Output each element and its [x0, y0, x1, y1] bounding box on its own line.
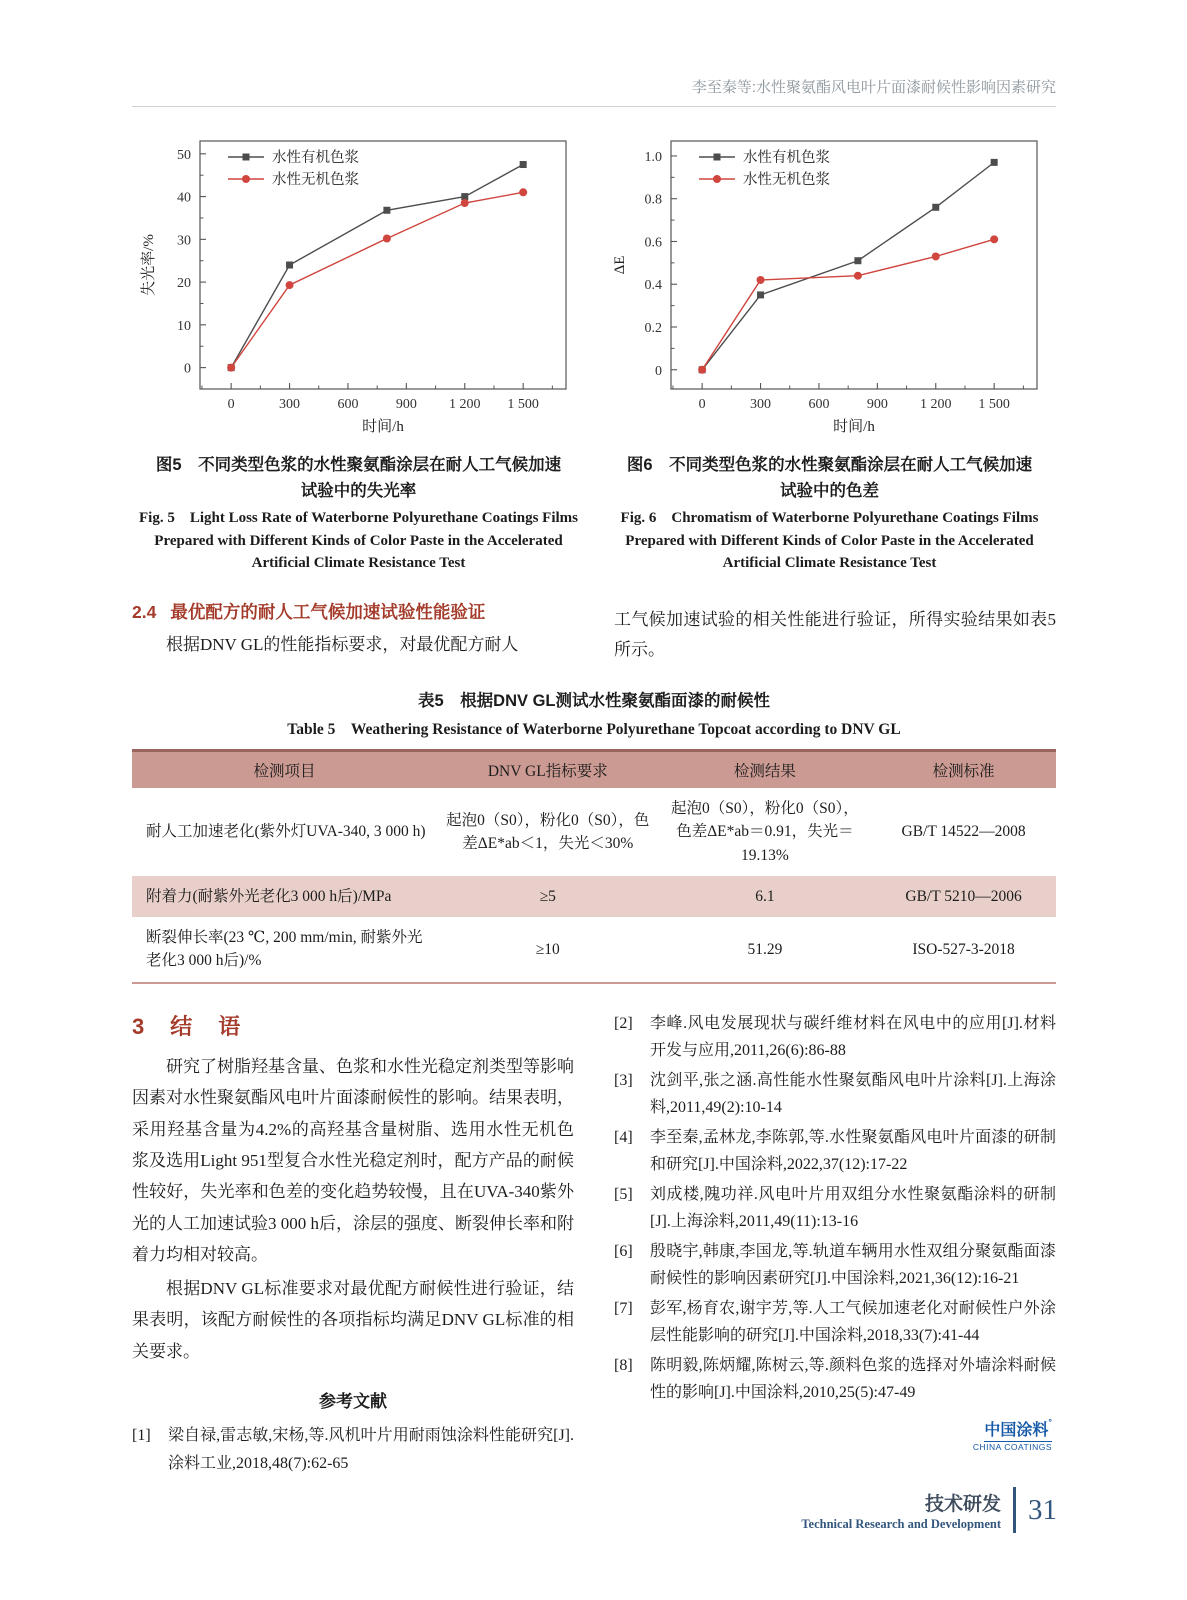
reference-item [132, 1422, 574, 1477]
svg-text:0: 0 [227, 397, 235, 412]
table-5-block [132, 687, 1056, 984]
col-header: 检测项目 [253, 763, 316, 781]
figure-6 [603, 129, 1056, 575]
table-5-title-zh: 表5 根据DNV GL测试水性聚氨酯面漆的耐候性 [417, 692, 770, 711]
svg-text:失光率/%: 失光率/% [140, 234, 157, 296]
page-number: 31 [1028, 1493, 1057, 1526]
cell-result: 6.1 [755, 887, 775, 905]
cell-requirement: ≥10 [535, 940, 560, 958]
svg-text:30: 30 [176, 233, 191, 249]
reference-number: [2] [614, 1014, 633, 1032]
fig6-caption-zh: 图6 不同类型色浆的水性聚氨酯涂层在耐人工气候加速 试验中的色差 [626, 456, 1033, 500]
cell-result: 起泡0（S0），粉化0（S0），色差ΔE*ab＝0.91，失光＝19.13% [671, 800, 859, 864]
cell-test-item: 耐人工加速老化(紫外灯UVA-340, 3 000 h) [146, 823, 426, 841]
conclusion-paragraph-1: 研究了树脂羟基含量、色浆和水性光稳定剂类型等影响因素对水性聚氨酯风电叶片面漆耐候性的影响。结果表明，采用羟基含量为4.2%的高羟基含量树脂、选用水性无机色浆及选用Light 951型复合水性光稳定剂时，配方产品的耐候性较好，失光率和色差的变化趋势较慢，且在UVA-340紫外光的人工加速试验3 000 h后，涂层的强度、断裂伸长率和附着力均相对较高。 [132, 1056, 574, 1265]
cell-test-item: 断裂伸长率(23 ℃, 200 mm/min, 耐紫外光老化3 000 h后)/% [146, 929, 423, 970]
reference-number: [4] [614, 1128, 633, 1146]
cell-requirement: ≥5 [539, 887, 556, 905]
reference-text: 梁自禄,雷志敏,宋杨,等.风机叶片用耐雨蚀涂料性能研究[J].涂料工业,2018,48(7):62-65 [168, 1427, 574, 1472]
reference-text: 彭军,杨育农,谢宇芳,等.人工气候加速老化对耐候性户外涂层性能影响的研究[J].中国涂料,2018,33(7):41-44 [650, 1299, 1056, 1345]
reference-text: 沈剑平,张之涵.高性能水性聚氨酯风电叶片涂料[J].上海涂料,2011,49(2):10-14 [650, 1071, 1056, 1117]
table-row [132, 876, 1056, 917]
svg-text:时间/h: 时间/h [832, 419, 875, 435]
cell-result: 51.29 [747, 940, 783, 958]
fig6-line-chart [607, 129, 1053, 447]
svg-text:ΔE: ΔE [611, 255, 628, 275]
reference-item [614, 1124, 1056, 1179]
fig6-caption-en: Fig. 6 Chromatism of Waterborne Polyurethane Coatings Films Prepared with Different Kinds of Color Paste in the Accelerated Artificial Climate Resistance Test [620, 510, 1039, 572]
cell-requirement: 起泡0（S0），粉化0（S0），色差ΔE*ab＜1，失光＜30% [446, 811, 650, 852]
reference-number: [3] [614, 1071, 633, 1089]
svg-text:0: 0 [698, 397, 706, 412]
reference-text: 陈明毅,陈炳耀,陈树云,等.颜料色浆的选择对外墙涂料耐候性的影响[J].中国涂料,2010,25(5):47-49 [650, 1356, 1056, 1402]
svg-text:10: 10 [176, 318, 191, 334]
svg-text:0: 0 [183, 361, 191, 377]
cell-standard: GB/T 5210—2006 [905, 887, 1022, 905]
svg-text:1.0: 1.0 [644, 149, 662, 165]
fig5-line-chart [136, 129, 582, 447]
svg-text:时间/h: 时间/h [361, 419, 404, 435]
reference-text: 李峰.风电发展现状与碳纤维材料在风电中的应用[J].材料开发与应用,2011,26(6):86-88 [650, 1014, 1056, 1060]
footer-divider-bar [1013, 1487, 1016, 1533]
footer-section-en: Technical Research and Development [801, 1516, 1001, 1531]
conclusion-and-references [132, 1010, 1056, 1479]
running-header: 李至秦等:水性聚氨酯风电叶片面漆耐候性影响因素研究 [132, 76, 1056, 107]
section-2-4 [132, 599, 1056, 666]
col-header: DNV GL指标要求 [487, 763, 608, 781]
col-header: 检测标准 [932, 763, 995, 781]
section-number: 2.4 [132, 601, 157, 622]
svg-text:0.8: 0.8 [644, 192, 662, 208]
reference-number: [6] [614, 1242, 633, 1260]
figures-row [132, 129, 1056, 575]
reference-list-left [132, 1422, 574, 1477]
svg-text:900: 900 [395, 397, 417, 412]
svg-text:1 200: 1 200 [448, 397, 481, 412]
svg-text:0.2: 0.2 [644, 321, 662, 336]
section-title: 最优配方的耐人工气候加速试验性能验证 [170, 601, 486, 622]
svg-text:1 500: 1 500 [977, 397, 1010, 412]
china-coatings-logo [614, 1417, 1056, 1452]
logo-text-zh: 中国涂料° [984, 1417, 1052, 1442]
svg-text:20: 20 [176, 276, 191, 292]
table-5 [132, 749, 1056, 984]
footer-section-zh: 技术研发 [924, 1493, 1001, 1515]
figure-5 [132, 129, 585, 575]
svg-text:300: 300 [278, 397, 300, 412]
svg-text:0: 0 [654, 363, 662, 379]
table-row [132, 917, 1056, 983]
fig5-caption-zh: 图5 不同类型色浆的水性聚氨酯涂层在耐人工气候加速 试验中的失光率 [155, 456, 562, 500]
page-footer [801, 1487, 1057, 1533]
section-2-4-heading [132, 599, 574, 624]
svg-text:0.6: 0.6 [644, 235, 662, 251]
col-header: 检测结果 [733, 763, 796, 781]
svg-text:水性有机色浆: 水性有机色浆 [271, 150, 359, 166]
cell-standard: GB/T 14522—2008 [901, 823, 1026, 841]
section-2-4-text-left: 根据DNV GL的性能指标要求，对最优配方耐人 [166, 634, 519, 654]
svg-text:300: 300 [749, 397, 771, 412]
reference-item [614, 1181, 1056, 1236]
reference-item [614, 1238, 1056, 1293]
reference-text: 李至秦,孟林龙,李陈郭,等.水性聚氨酯风电叶片面漆的研制和研究[J].中国涂料,2022,37(12):17-22 [650, 1128, 1056, 1174]
svg-text:1 500: 1 500 [506, 397, 539, 412]
reference-item [614, 1067, 1056, 1122]
section-3-heading: 3 结 语 [132, 1013, 243, 1039]
reference-item [614, 1010, 1056, 1065]
svg-text:40: 40 [176, 190, 191, 206]
svg-text:600: 600 [336, 397, 358, 412]
logo-text-en: CHINA COATINGS [972, 1441, 1052, 1452]
table-header-row [132, 751, 1056, 789]
reference-list-right [614, 1010, 1056, 1407]
references-heading: 参考文献 [319, 1392, 387, 1411]
cell-test-item: 附着力(耐紫外光老化3 000 h后)/MPa [146, 887, 392, 905]
table-5-title-en: Table 5 Weathering Resistance of Waterborne Polyurethane Topcoat according to DNV GL [287, 721, 901, 739]
svg-text:50: 50 [176, 147, 191, 163]
table-row [132, 788, 1056, 876]
reference-item [614, 1352, 1056, 1407]
reference-text: 殷晓宇,韩康,李国龙,等.轨道车辆用水性双组分聚氨酯面漆耐候性的影响因素研究[J].中国涂料,2021,36(12):16-21 [650, 1242, 1056, 1288]
svg-text:0.4: 0.4 [644, 278, 662, 294]
conclusion-paragraph-2: 根据DNV GL标准要求对最优配方耐候性进行验证，结果表明，该配方耐候性的各项指标均满足DNV GL标准的相关要求。 [132, 1278, 574, 1361]
reference-item [614, 1295, 1056, 1350]
svg-text:900: 900 [866, 397, 888, 412]
svg-text:水性有机色浆: 水性有机色浆 [742, 150, 830, 166]
svg-text:水性无机色浆: 水性无机色浆 [271, 172, 359, 188]
svg-text:600: 600 [807, 397, 829, 412]
reference-number: [5] [614, 1185, 633, 1203]
reference-number: [8] [614, 1356, 633, 1374]
reference-text: 刘成楼,隗功祥.风电叶片用双组分水性聚氨酯涂料的研制[J].上海涂料,2011,49(11):13-16 [650, 1185, 1056, 1231]
reference-number: [7] [614, 1299, 633, 1317]
cell-standard: ISO-527-3-2018 [912, 940, 1015, 958]
svg-text:1 200: 1 200 [919, 397, 952, 412]
fig5-caption-en: Fig. 5 Light Loss Rate of Waterborne Polyurethane Coatings Films Prepared with Different Kinds of Color Paste in the Accelerated Artificial Climate Resistance Test [138, 510, 579, 572]
reference-number: [1] [132, 1427, 151, 1444]
svg-text:水性无机色浆: 水性无机色浆 [742, 172, 830, 188]
section-2-4-text-right: 工气候加速试验的相关性能进行验证，所得实验结果如表5所示。 [614, 609, 1056, 659]
